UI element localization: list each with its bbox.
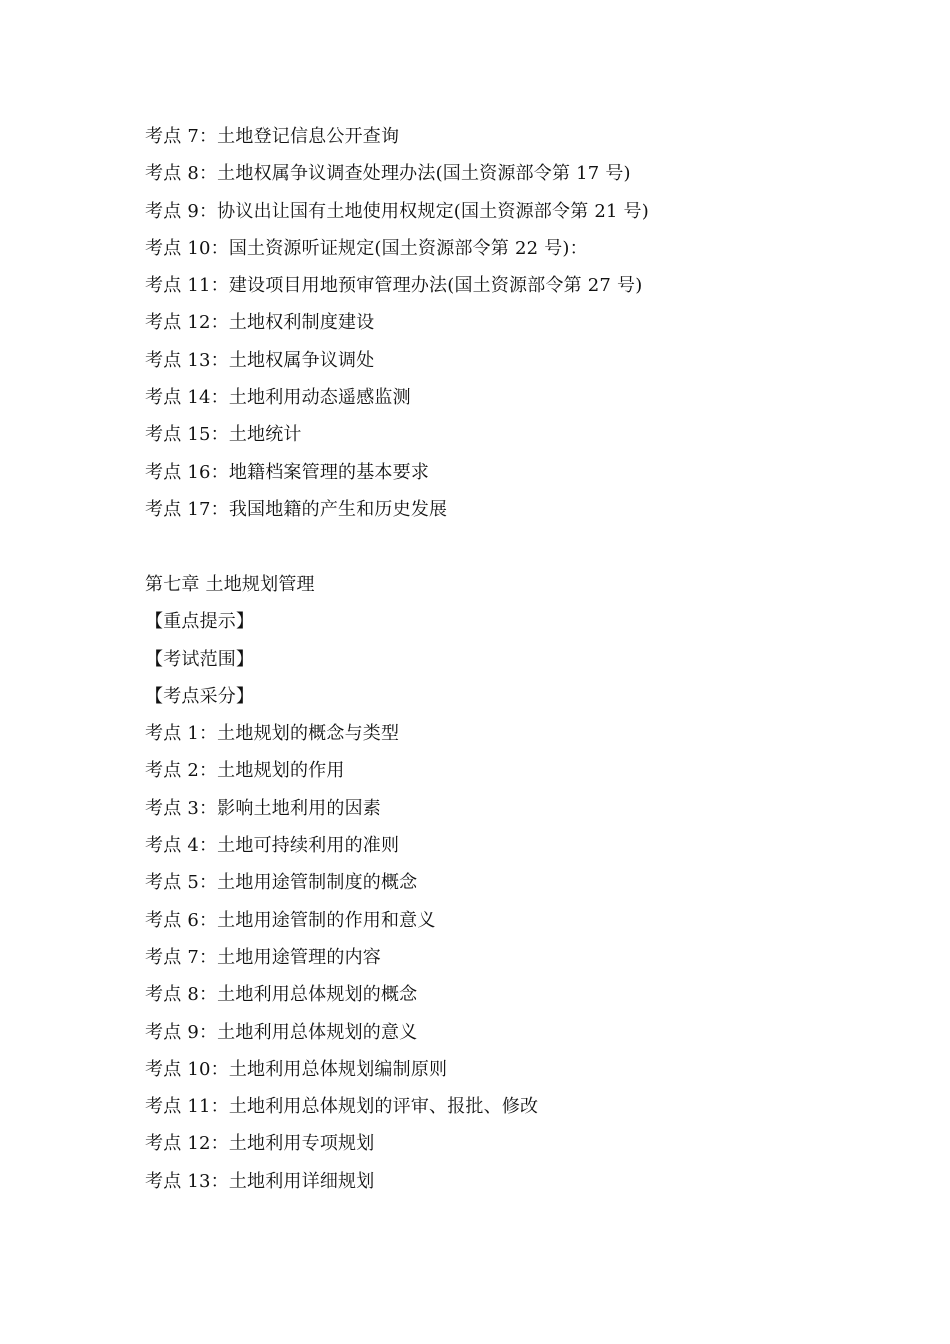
section-header-scoring-points: 【考点采分】	[145, 685, 255, 707]
list-item: 考点 2：土地规划的作用	[145, 760, 345, 782]
list-item: 考点 8：土地利用总体规划的概念	[145, 984, 418, 1006]
list-item: 考点 11：建设项目用地预审管理办法(国土资源部令第 27 号)	[145, 275, 643, 297]
list-item: 考点 12：土地利用专项规划	[145, 1133, 375, 1155]
list-item: 考点 17：我国地籍的产生和历史发展	[145, 498, 448, 520]
section-header-key-points: 【重点提示】	[145, 611, 255, 633]
list-item: 考点 10：国土资源听证规定(国土资源部令第 22 号)：	[145, 237, 588, 259]
chapter-title: 第七章 土地规划管理	[145, 574, 315, 595]
list-item: 考点 7：土地登记信息公开查询	[145, 126, 400, 147]
list-item: 考点 15：土地统计	[145, 424, 302, 446]
list-item: 考点 4：土地可持续利用的准则	[145, 835, 400, 857]
list-item: 考点 13：土地权属争议调处	[145, 349, 375, 371]
list-item: 考点 12：土地权利制度建设	[145, 312, 375, 334]
list-item: 考点 16：地籍档案管理的基本要求	[145, 461, 430, 483]
list-item: 考点 9：协议出让国有土地使用权规定(国土资源部令第 21 号)	[145, 200, 649, 222]
list-item: 考点 10：土地利用总体规划编制原则	[145, 1058, 448, 1080]
list-item: 考点 1：土地规划的概念与类型	[145, 723, 400, 745]
list-item: 考点 11：土地利用总体规划的评审、报批、修改	[145, 1096, 539, 1118]
list-item: 考点 14：土地利用动态遥感监测	[145, 387, 411, 409]
list-item: 考点 3：影响土地利用的因素	[145, 797, 381, 819]
list-item: 考点 6：土地用途管制的作用和意义	[145, 909, 436, 931]
list-item: 考点 7：土地用途管理的内容	[145, 946, 381, 968]
chapter-seven	[145, 566, 845, 1200]
section-header-exam-scope: 【考试范围】	[145, 648, 255, 670]
list-item: 考点 9：土地利用总体规划的意义	[145, 1021, 418, 1043]
list-item: 考点 8：土地权属争议调查处理办法(国土资源部令第 17 号)	[145, 163, 631, 185]
section-previous-items	[145, 118, 845, 528]
list-item: 考点 5：土地用途管制制度的概念	[145, 872, 418, 894]
list-item: 考点 13：土地利用详细规划	[145, 1170, 375, 1192]
